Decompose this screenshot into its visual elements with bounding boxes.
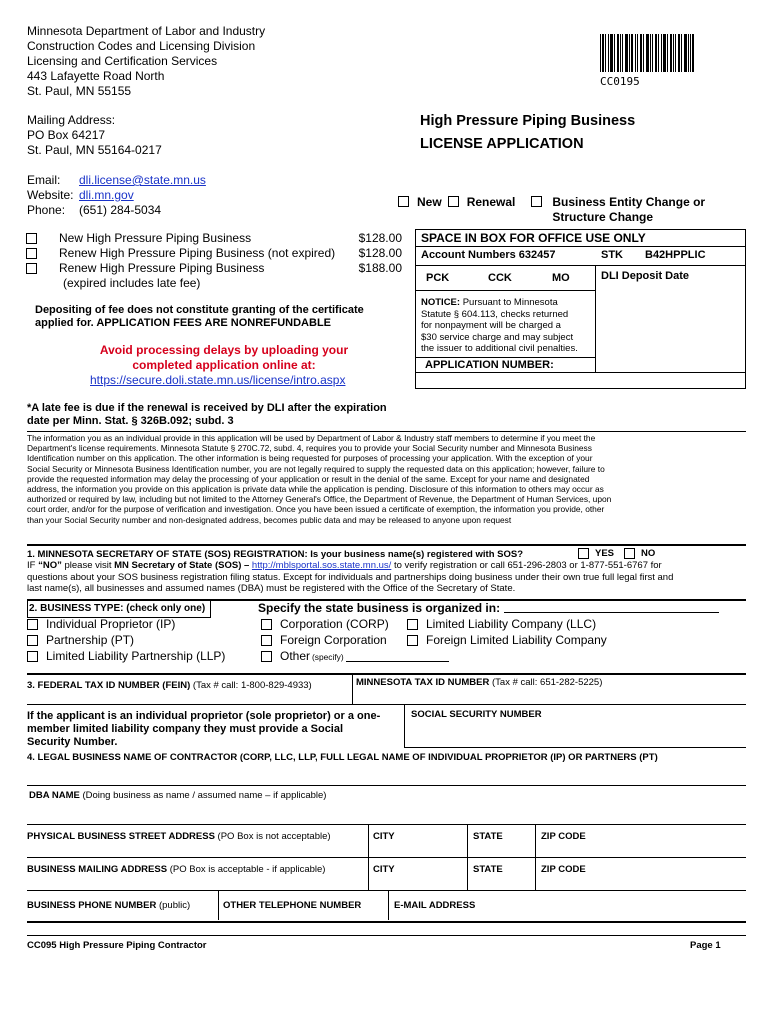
pck-label: PCK [426,272,450,284]
agency-line: Minnesota Department of Labor and Industry [27,24,266,38]
website-link[interactable]: dli.mn.gov [79,188,134,202]
specify-label: (specify) [312,652,344,663]
other-label: Other [280,648,311,663]
office-use-header: SPACE IN BOX FOR OFFICE USE ONLY [421,231,646,245]
other-phone-label: OTHER TELEPHONE NUMBER [223,900,362,911]
footer-form-name: CC095 High Pressure Piping Contractor [27,940,207,951]
fee-label: Renew High Pressure Piping Business [59,261,265,275]
fee-label: New High Pressure Piping Business [59,231,252,245]
corp-checkbox[interactable] [261,619,272,630]
llp-label: Limited Liability Partnership (LLP) [46,648,226,663]
fee-amount: $188.00 [358,261,402,275]
fee-row [26,246,402,261]
foreign-corp-label: Foreign Corporation [280,632,387,647]
deposit-notice-line: Depositing of fee does not constitute granting of the certificate [35,304,364,316]
fee-new-checkbox[interactable] [26,233,37,244]
phone-number: (651) 284-5034 [79,203,162,217]
mailing-line: St. Paul, MN 55164-0217 [27,143,162,157]
llc-label: Limited Liability Company (LLC) [426,616,597,631]
fee-row [26,261,402,276]
sos-visit: please visit [61,560,115,571]
late-fee-line: *A late fee is due if the renewal is received by DLI after the expiration [27,402,387,414]
privacy-line: address, the information you provide on this application is private data while the application is pending. Disclosure of this information to others may occur as [27,484,604,495]
application-number-label: APPLICATION NUMBER: [425,359,554,371]
contact-info [27,173,206,218]
deposit-date-label: DLI Deposit Date [601,270,690,282]
llp-checkbox[interactable] [27,651,38,662]
other-specify-input[interactable] [346,650,449,662]
fee-amount: $128.00 [358,246,402,260]
renewal-checkbox[interactable] [448,196,459,207]
fee-list [26,231,402,291]
barcode-graphic [600,34,694,72]
privacy-line: court order, and/or for the purpose of verification and investigation. Once you have been issued a certificate of exemption, the information you provide, other [27,504,605,515]
mailing-address-title: BUSINESS MAILING ADDRESS [27,864,168,875]
mailing-line: Mailing Address: [27,113,116,127]
mailing-city-label: CITY [373,864,395,875]
stk-label: STK [601,249,623,261]
late-fee-line: date per Minn. Stat. § 326B.092; subd. 3 [27,415,234,427]
account-numbers: Account Numbers 632457 [421,249,556,261]
fee-amount: $128.00 [358,231,402,245]
ssn-question-line: member limited liability company they must provide a Social [27,723,344,735]
sos-yes-label: YES [595,548,615,559]
ssn-input[interactable] [406,722,744,745]
dba-title: DBA NAME [29,790,80,801]
notice-line: for nonpayment will be charged a [421,320,561,331]
privacy-line: authorized or required by law, including but not limited to the Attorney General's Office, the Department of Revenue, the Department of Human Services, upon [27,494,612,505]
ip-checkbox[interactable] [27,619,38,630]
physical-address-title: PHYSICAL BUSINESS STREET ADDRESS [27,831,215,842]
stk-code: B42HPPLIC [645,249,706,261]
late-fee-note [27,402,387,428]
foreign-llc-label: Foreign Limited Liability Company [426,632,607,647]
dba-note: (Doing business as name / assumed name – if applicable) [79,790,327,801]
sos-line: questions about your SOS business registration filing status. Except for individuals and partnerships doing business under their own true full legal first and [27,571,674,583]
llc-checkbox[interactable] [407,619,418,630]
state-organized [258,601,719,616]
business-phone-note: (public) [156,900,191,911]
avoid-line: completed application online at: [132,358,316,372]
sos-question: 1. MINNESOTA SECRETARY OF STATE (SOS) REGISTRATION: Is your business name(s) registered with SOS? [27,549,524,560]
physical-address-note: (PO Box is not acceptable) [214,831,331,842]
fee-note: (expired includes late fee) [63,276,201,290]
ssn-question-line: Security Number. [27,736,118,748]
sos-no-quote: “NO” [38,560,62,571]
fee-renew-checkbox[interactable] [26,248,37,259]
ip-label: Individual Proprietor (IP) [46,616,176,631]
foreign-llc-checkbox[interactable] [407,635,418,646]
business-phone-title: BUSINESS PHONE NUMBER [27,900,157,911]
fein-input[interactable] [27,688,351,703]
agency-address [27,24,265,99]
corp-label: Corporation (CORP) [280,616,389,631]
application-type [398,195,705,225]
dba-input[interactable] [27,803,746,823]
mn-tax-label [356,677,602,689]
agency-line: 443 Lafayette Road North [27,69,165,83]
notice-label: NOTICE: [421,297,461,308]
privacy-line: than your Social Security number and non-designated address, becomes public data and may be released to anyone upon request [27,514,512,525]
mailing-zip-label: ZIP CODE [541,864,586,875]
privacy-line: provide the requested information may delay the processing of your application or result in the denial of the same. Except for your name and designated [27,473,590,484]
legal-name-input[interactable] [27,765,746,785]
agency-line: St. Paul, MN 55155 [27,84,132,98]
title-line-2: LICENSE APPLICATION [420,136,584,152]
sos-mn-label: MN Secretary of State (SOS) – [114,560,252,571]
state-organized-label: Specify the state business is organized in: [258,601,501,615]
agency-line: Licensing and Certification Services [27,54,218,68]
sos-instructions [27,560,746,595]
pt-label: Partnership (PT) [46,632,135,647]
mailing-address [27,113,162,158]
cck-label: CCK [488,272,512,284]
mo-label: MO [552,272,570,284]
physical-city-label: CITY [373,831,395,842]
sos-answer [578,548,655,560]
business-type-column-3 [407,616,607,648]
footer-page-number: Page 1 [690,940,721,951]
dba-label [29,790,326,802]
mailing-address-note: (PO Box is acceptable - if applicable) [167,864,326,875]
ssn-label: SOCIAL SECURITY NUMBER [411,709,542,720]
fee-renew-expired-checkbox[interactable] [26,263,37,274]
sos-no-checkbox[interactable] [624,548,635,559]
entity-change-label-2: Structure Change [552,210,654,224]
mn-tax-note: (Tax # call: 651-282-5225) [489,677,603,688]
avoid-delays [90,343,358,373]
renewal-label: Renewal [466,195,516,209]
new-label: New [417,195,442,209]
email-address-label: E-MAIL ADDRESS [394,900,476,911]
privacy-line: Social Security or Minnesota Business Identification number, you are not legally required to supply the requested data on this application; however, failure to [27,463,605,474]
mn-tax-title: MINNESOTA TAX ID NUMBER [356,677,490,688]
mailing-line: PO Box 64217 [27,128,106,142]
email-label: Email: [27,173,61,187]
form-code: CC0195 [600,75,640,88]
business-phone-label [27,900,190,912]
sos-portal-link[interactable]: http://mblsportal.sos.state.mn.us/ [251,560,392,571]
notice-line: $30 service charge and may subject [421,331,574,343]
fee-label: Renew High Pressure Piping Business (not expired) [59,246,336,260]
deposit-notice [35,304,364,330]
other-checkbox[interactable] [261,651,272,662]
sos-yes-checkbox[interactable] [578,548,589,559]
physical-zip-label: ZIP CODE [541,831,586,842]
entity-change-checkbox[interactable] [531,196,542,207]
online-application-link[interactable]: https://secure.doli.state.mn.us/license/intro.aspx [90,373,346,387]
avoid-line: Avoid processing delays by uploading your [99,343,349,357]
legal-name-label: 4. LEGAL BUSINESS NAME OF CONTRACTOR (CORP, LLC, LLP, FULL LEGAL NAME OF INDIVIDUAL PROPRIETOR (IP) OR PARTNERS (PT) [27,752,658,763]
website-label: Website: [27,188,74,202]
physical-address-label [27,831,331,843]
mn-tax-input[interactable] [354,688,744,703]
form-title [420,110,635,156]
sos-if: IF [27,560,39,571]
new-checkbox[interactable] [398,196,409,207]
notice-line: Statute § 604.113, checks returned [421,308,569,320]
mailing-state-label: STATE [473,864,503,875]
deposit-notice-line: applied for. APPLICATION FEES ARE NONREFUNDABLE [35,317,331,329]
agency-line: Construction Codes and Licensing Division [27,39,256,53]
business-type-label: 2. BUSINESS TYPE: (check only one) [29,603,206,614]
fein-note: (Tax # call: 1-800-829-4933) [190,680,312,691]
mailing-address-label [27,864,325,876]
sos-no-label: NO [641,548,656,559]
ssn-question [27,710,402,749]
returned-check-notice [421,297,595,355]
pt-checkbox[interactable] [27,635,38,646]
fein-title: 3. FEDERAL TAX ID NUMBER (FEIN) [27,680,191,691]
privacy-line: Department's license requirements. Minnesota Statute § 270C.72, subd. 4, requires you to provide your Social Security number and Minnesota Business [27,443,592,454]
foreign-corp-checkbox[interactable] [261,635,272,646]
business-type-column-1 [27,616,225,664]
physical-state-label: STATE [473,831,503,842]
privacy-line: Identification number on this application. The other information is being requested for purposes of processing your application. With the exception of your [27,453,593,464]
sos-rest: to verify registration or call 651-296-2803 or 1-877-551-6767 for [391,560,662,571]
state-organized-input[interactable] [504,601,719,613]
fee-row [26,231,402,246]
email-link[interactable]: dli.license@state.mn.us [79,173,206,187]
barcode [600,34,694,72]
privacy-line: The information you as an individual provide in this application will be used by Department of Labor & Industry staff members to determine if you meet the [27,433,596,443]
phone-label: Phone: [27,203,66,217]
title-line-1: High Pressure Piping Business [420,113,636,129]
ssn-question-line: If the applicant is an individual proprietor (sole proprietor) or a one- [27,710,381,722]
privacy-notice [27,433,746,525]
entity-change-label: Business Entity Change or [552,195,706,209]
notice-line: Pursuant to Minnesota [460,297,558,308]
notice-line: the issuer to additional civil penalties. [421,343,578,354]
sos-line: last name(s), all businesses and assumed names (DBA) must be registered with the Office of the Secretary of State. [27,583,516,594]
